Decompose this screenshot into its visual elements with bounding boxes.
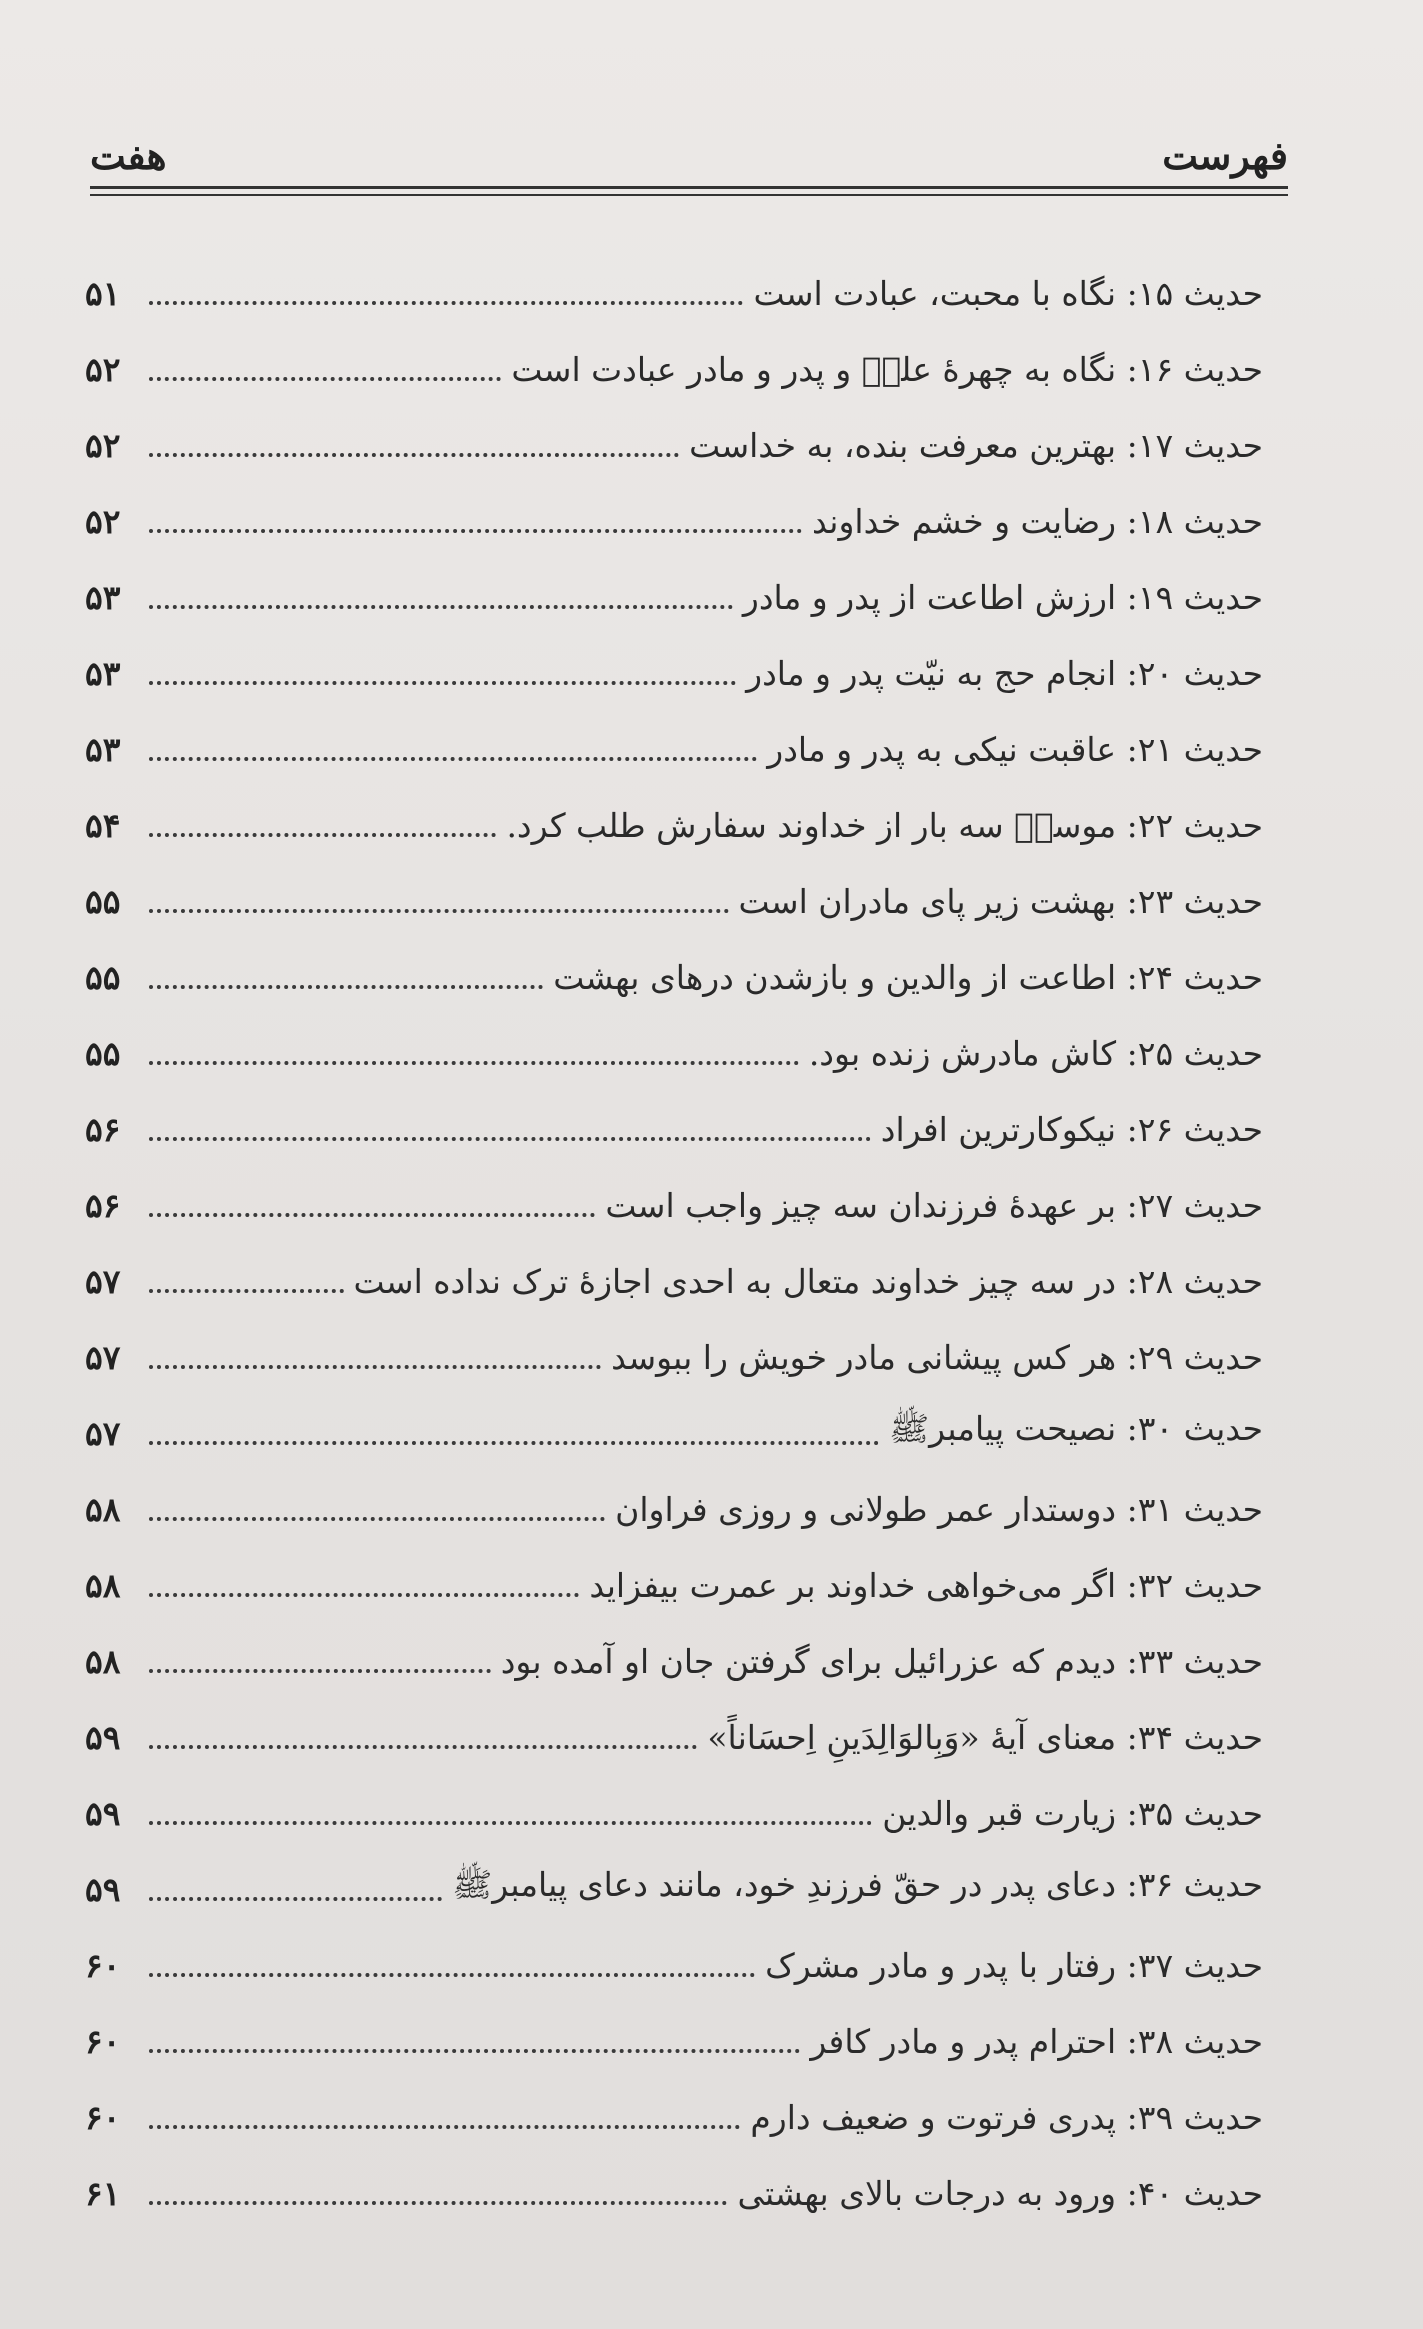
toc-entry: [85, 2155, 1263, 2231]
toc-entry-title: حدیث ۲۰: انجام حج به نیّت پدر و مادر: [746, 653, 1263, 693]
toc-entry-page: ۵۲: [85, 349, 121, 389]
toc-entry: [85, 1091, 1263, 1167]
toc-entry: [85, 863, 1263, 939]
toc-entry-page: ۵۸: [85, 1489, 121, 1529]
toc-entry-page: ۵۷: [85, 1337, 121, 1377]
toc-entry: [85, 255, 1263, 331]
toc-entry: [85, 1243, 1263, 1319]
toc-leader-dots: [149, 453, 679, 457]
toc-leader-dots: [149, 1897, 442, 1901]
toc-entry: [85, 1623, 1263, 1699]
toc-leader-dots: [149, 1289, 344, 1293]
toc-leader-dots: [149, 681, 736, 685]
toc-entry-title: حدیث ۲۲: موسیؑ سه بار از خداوند سفارش طلب کرد.: [506, 805, 1263, 845]
toc-entry: [85, 787, 1263, 863]
toc-entry-page: ۵۳: [85, 577, 121, 617]
toc-leader-dots: [149, 909, 729, 913]
toc-entry-page: ۵۵: [85, 957, 121, 997]
header-rule: [90, 186, 1288, 189]
toc-entry-title: حدیث ۳۳: دیدم که عزرائیل برای گرفتن جان او آمده بود: [500, 1641, 1263, 1681]
toc-entry-title: حدیث ۲۴: اطاعت از والدین و بازشدن درهای بهشت: [553, 957, 1263, 997]
toc-entry: [85, 1775, 1263, 1851]
toc-entry: [85, 635, 1263, 711]
toc-entry-title: حدیث ۳۲: اگر می‌خواهی خداوند بر عمرت بیفزاید: [589, 1565, 1263, 1605]
toc-entry: [85, 711, 1263, 787]
toc-entry-title: حدیث ۱۵: نگاه با محبت، عبادت است: [753, 273, 1263, 313]
toc-entry: [85, 1547, 1263, 1623]
toc-entry: [85, 1851, 1263, 1927]
toc-leader-dots: [149, 757, 757, 761]
toc-entry-page: ۶۰: [85, 2097, 121, 2137]
toc-entry-title: حدیث ۳۵: زیارت قبر والدین: [882, 1793, 1263, 1833]
toc-entry-page: ۶۰: [85, 2021, 121, 2061]
toc-entry: [85, 559, 1263, 635]
toc-entry: [85, 407, 1263, 483]
toc-leader-dots: [149, 833, 496, 837]
toc-leader-dots: [149, 1973, 755, 1977]
toc-leader-dots: [149, 1821, 872, 1825]
toc-leader-dots: [149, 1213, 595, 1217]
toc-entry-page: ۵۴: [85, 805, 121, 845]
toc-entry: [85, 331, 1263, 407]
toc-entry-page: ۵۷: [85, 1261, 121, 1301]
toc-entry-title: حدیث ۲۳: بهشت زیر پای مادران است: [738, 881, 1263, 921]
toc-entry-page: ۵۱: [85, 273, 121, 313]
toc-leader-dots: [149, 1593, 579, 1597]
toc-leader-dots: [149, 1745, 697, 1749]
toc-entry: [85, 1015, 1263, 1091]
toc-entry-title: حدیث ۱۶: نگاه به چهرهٔ علیؑ و پدر و مادر عبادت است: [511, 349, 1263, 389]
toc-entry: [85, 1927, 1263, 2003]
toc-entry-page: ۵۵: [85, 1033, 121, 1073]
toc-leader-dots: [149, 1441, 879, 1445]
toc-entry-page: ۵۷: [85, 1413, 121, 1453]
toc-entry-title: حدیث ۴۰: ورود به درجات بالای بهشتی: [737, 2173, 1263, 2213]
header-page-number: هفت: [90, 133, 167, 178]
toc-leader-dots: [149, 605, 733, 609]
toc-entry-page: ۵۲: [85, 425, 121, 465]
toc-leader-dots: [149, 377, 501, 381]
running-header: [90, 118, 1288, 178]
toc-entry-title: حدیث ۲۸: در سه چیز خداوند متعال به احدی اجازهٔ ترک نداده است: [353, 1261, 1263, 1301]
toc-leader-dots: [149, 2125, 740, 2129]
toc-entry: [85, 2079, 1263, 2155]
toc-entry-page: ۵۵: [85, 881, 121, 921]
table-of-contents: [85, 255, 1263, 2231]
toc-entry-title: حدیث ۲۵: کاش مادرش زنده بود.: [808, 1033, 1263, 1073]
toc-leader-dots: [149, 1061, 799, 1065]
toc-entry-page: ۵۲: [85, 501, 121, 541]
toc-entry-page: ۵۳: [85, 729, 121, 769]
toc-entry: [85, 939, 1263, 1015]
toc-entry-title: حدیث ۱۹: ارزش اطاعت از پدر و مادر: [742, 577, 1263, 617]
toc-leader-dots: [149, 2201, 727, 2205]
toc-leader-dots: [149, 529, 802, 533]
toc-entry-page: ۵۶: [85, 1109, 121, 1149]
toc-entry: [85, 1471, 1263, 1547]
header-rule-thin: [90, 194, 1288, 196]
toc-entry-page: ۵۹: [85, 1717, 121, 1757]
toc-entry-title: حدیث ۳۶: دعای پدر در حقّ فرزندِ خود، مانند دعای پیامبرﷺ: [452, 1865, 1263, 1904]
toc-entry: [85, 1395, 1263, 1471]
toc-entry-page: ۵۳: [85, 653, 121, 693]
toc-entry: [85, 1699, 1263, 1775]
toc-entry-page: ۵۸: [85, 1641, 121, 1681]
toc-entry-page: ۵۹: [85, 1793, 121, 1833]
toc-entry-title: حدیث ۳۴: معنای آیهٔ «وَبِالوَالِدَینِ اِحسَاناً»: [707, 1717, 1263, 1757]
toc-leader-dots: [149, 985, 543, 989]
toc-leader-dots: [149, 1137, 871, 1141]
toc-leader-dots: [149, 1365, 601, 1369]
toc-entry-title: حدیث ۳۹: پدری فرتوت و ضعیف دارم: [750, 2097, 1263, 2137]
toc-leader-dots: [149, 1669, 491, 1673]
toc-entry-title: حدیث ۳۱: دوستدار عمر طولانی و روزی فراوان: [615, 1489, 1263, 1529]
header-title: فهرست: [1162, 133, 1288, 178]
toc-entry-title: حدیث ۱۷: بهترین معرفت بنده، به خداست: [689, 425, 1263, 465]
toc-leader-dots: [149, 1517, 605, 1521]
toc-entry-title: حدیث ۱۸: رضایت و خشم خداوند: [811, 501, 1263, 541]
toc-entry-title: حدیث ۲۹: هر کس پیشانی مادر خویش را ببوسد: [611, 1337, 1263, 1377]
toc-entry-page: ۶۰: [85, 1945, 121, 1985]
toc-entry-title: حدیث ۳۰: نصیحت پیامبرﷺ: [889, 1409, 1263, 1448]
toc-entry-title: حدیث ۳۸: احترام پدر و مادر کافر: [810, 2021, 1263, 2061]
toc-entry: [85, 483, 1263, 559]
toc-entry-title: حدیث ۲۷: بر عهدهٔ فرزندان سه چیز واجب است: [605, 1185, 1263, 1225]
toc-entry-title: حدیث ۳۷: رفتار با پدر و مادر مشرک: [765, 1945, 1263, 1985]
toc-leader-dots: [149, 2049, 800, 2053]
toc-entry-page: ۶۱: [85, 2173, 121, 2213]
toc-entry: [85, 2003, 1263, 2079]
toc-entry-title: حدیث ۲۱: عاقبت نیکی به پدر و مادر: [767, 729, 1263, 769]
toc-entry: [85, 1319, 1263, 1395]
toc-entry-page: ۵۹: [85, 1869, 121, 1909]
toc-leader-dots: [149, 301, 743, 305]
toc-entry-page: ۵۶: [85, 1185, 121, 1225]
toc-entry-title: حدیث ۲۶: نیکوکارترین افراد: [880, 1109, 1263, 1149]
toc-entry-page: ۵۸: [85, 1565, 121, 1605]
toc-entry: [85, 1167, 1263, 1243]
